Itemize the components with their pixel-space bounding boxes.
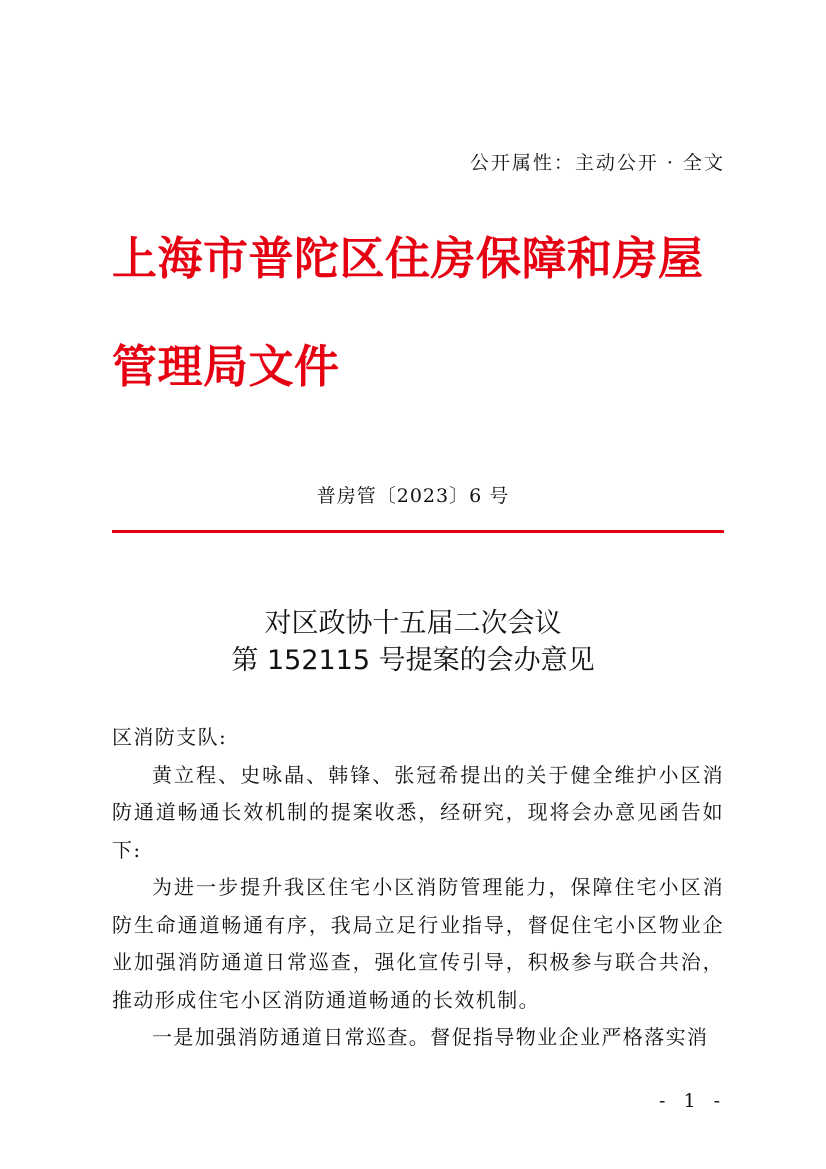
title-line-1: 对区政协十五届二次会议	[264, 608, 562, 639]
body-paragraph: 一是加强消防通道日常巡查。督促指导物业企业严格落实消	[152, 1025, 709, 1049]
red-separator-line	[112, 530, 724, 533]
document-body	[112, 719, 724, 1057]
document-number: 普房管〔2023〕6 号	[316, 485, 510, 507]
recipient: 区消防支队:	[112, 725, 228, 749]
document-title	[0, 605, 826, 679]
body-paragraph: 黄立程、史咏晶、韩锋、张冠希提出的关于健全维护小区消防通道畅通长效机制的提案收悉，经研究，现将会办意见函告如下:	[112, 762, 724, 862]
disclosure-attribute: 公开属性：主动公开 · 全文	[469, 152, 725, 174]
issuer-header: 上海市普陀区住房保障和房屋管理局文件	[112, 232, 704, 393]
title-line-2: 第 152115 号提案的会办意见	[231, 645, 595, 676]
page-number: - 1 -	[658, 1090, 726, 1112]
body-paragraph: 为进一步提升我区住宅小区消防管理能力，保障住宅小区消防生命通道畅通有序，我局立足行业指导，督促住宅小区物业企业加强消防通道日常巡查，强化宣传引导，积极参与联合共治，推动形成住宅小区消防通道畅通的长效机制。	[112, 875, 724, 1012]
